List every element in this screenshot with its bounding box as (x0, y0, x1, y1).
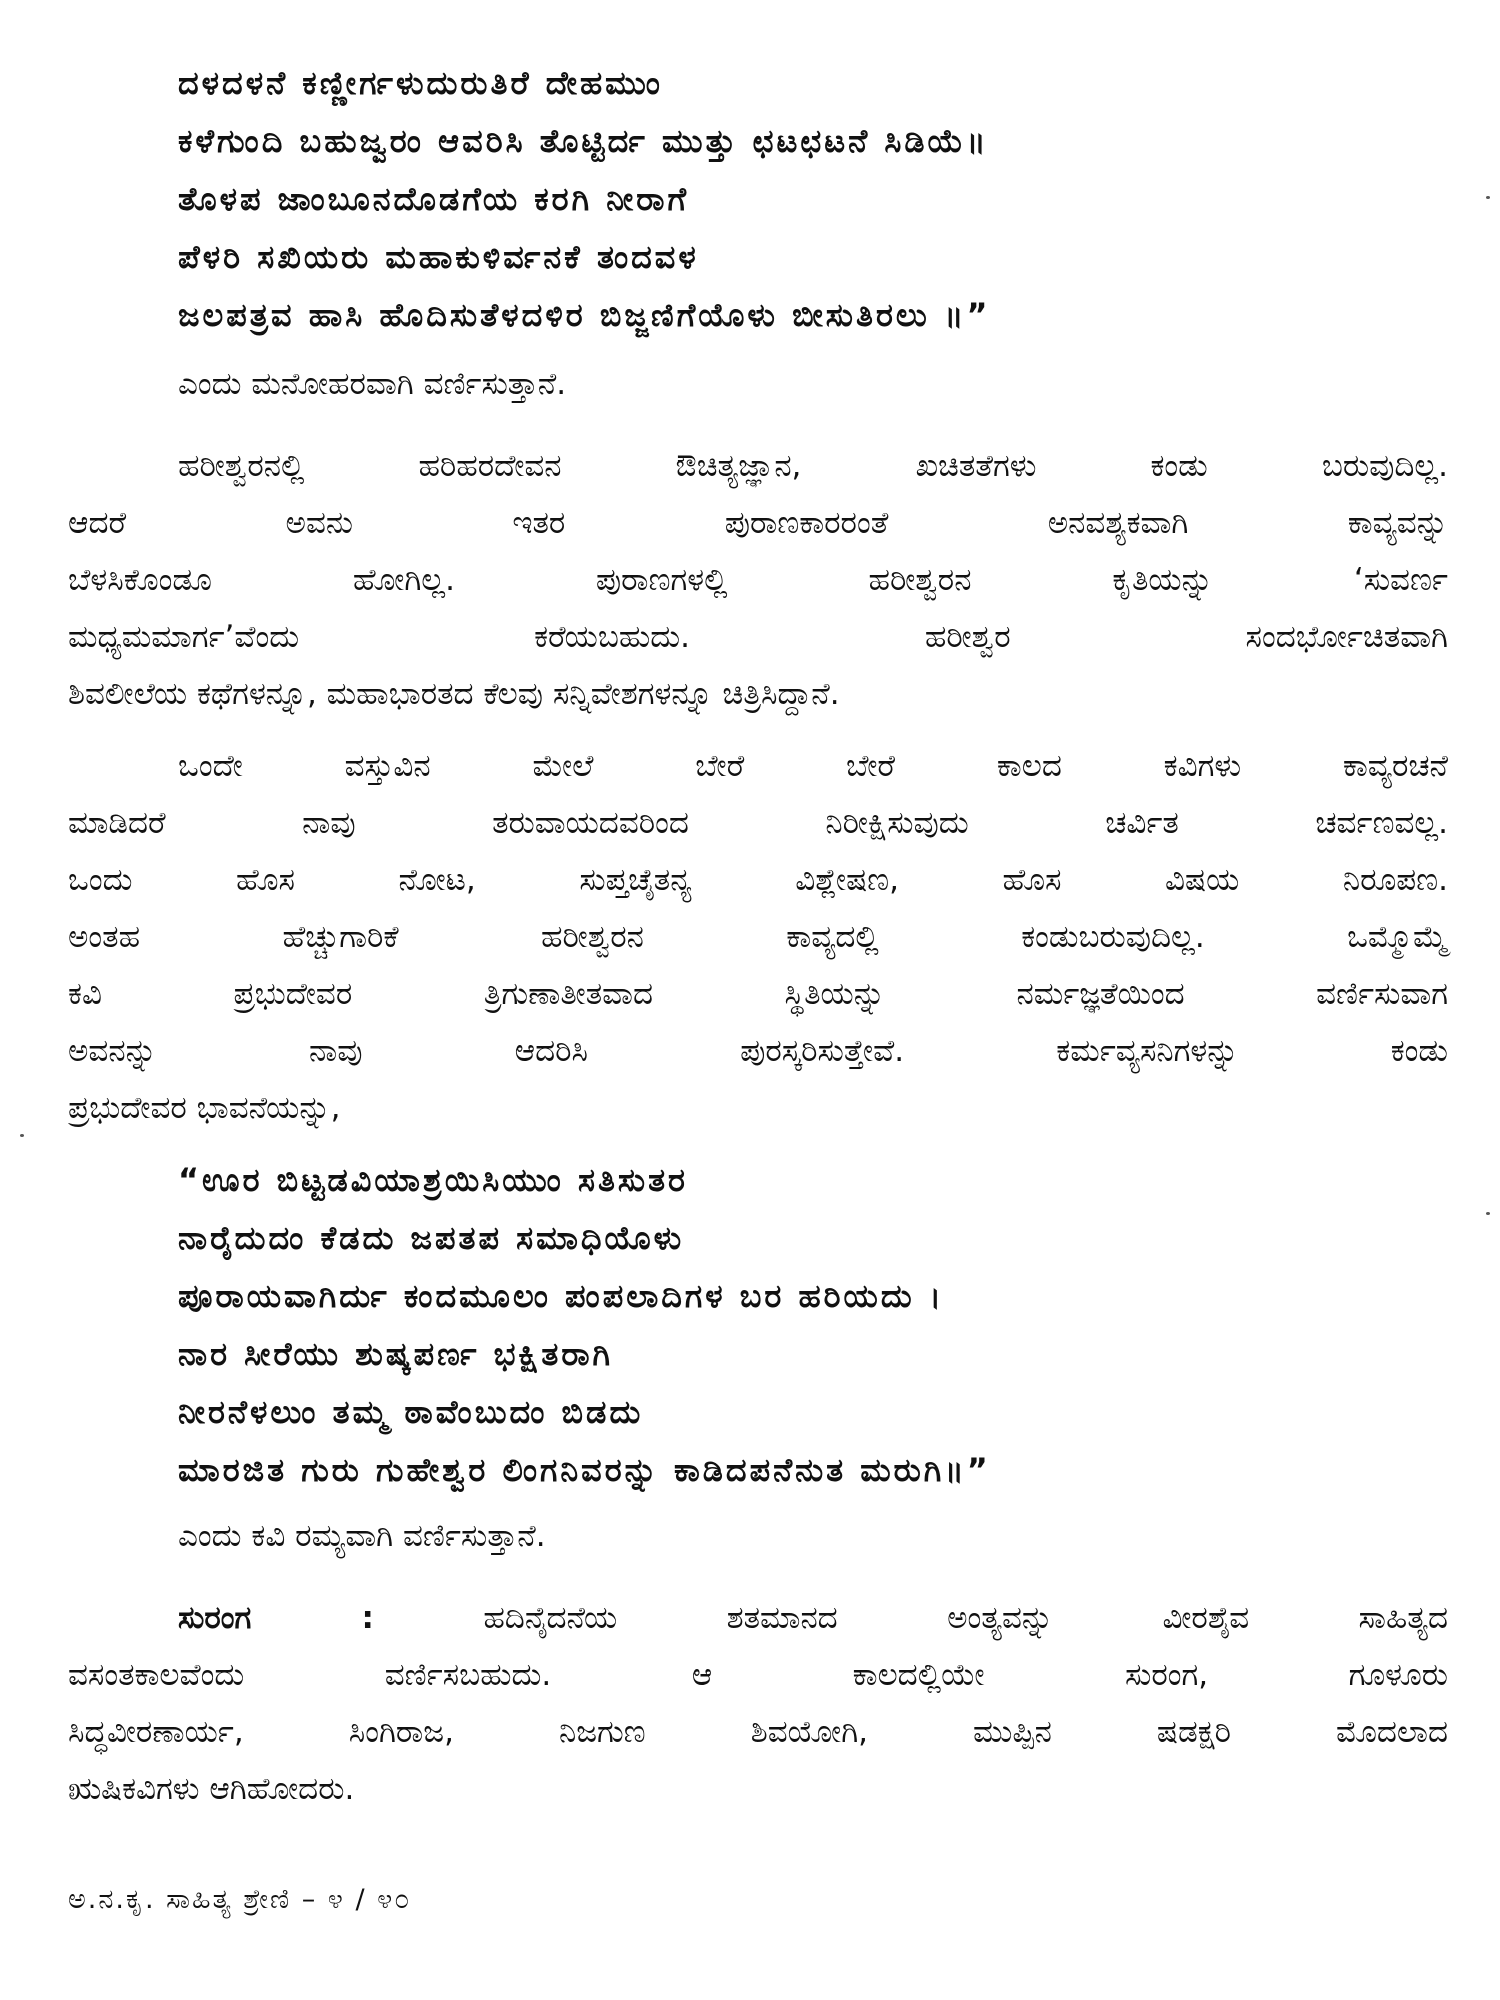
verse-block-2 (178, 1151, 991, 1499)
paragraph-line: ಅವನನ್ನು ನಾವು ಆದರಿಸಿ ಪುರಸ್ಕರಿಸುತ್ತೇವೆ. ಕರ್ಮವ್ಯಸನಿಗಳನ್ನು ಕಂಡು (68, 1033, 1448, 1069)
paragraph-line: ಬೆಳಸಿಕೊಂಡೂ ಹೋಗಿಲ್ಲ. ಪುರಾಣಗಳಲ್ಲಿ ಹರೀಶ್ವರನ ಕೃತಿಯನ್ನು ‘ಸುವರ್ಣ (68, 562, 1448, 598)
paragraph-1 (68, 438, 1448, 723)
page-footer: ಅ.ನ.ಕೃ. ಸಾಹಿತ್ಯ ಶ್ರೇಣಿ – ೪ / ೪೦ (68, 1884, 412, 1915)
verse-line: ದಳದಳನೆ ಕಣ್ಣೀರ್ಗಳುದುರುತಿರೆ ದೇಹಮುಂ (178, 64, 663, 102)
paragraph-line: ಮಧ್ಯಮಮಾರ್ಗ’ವೆಂದು ಕರೆಯಬಹುದು. ಹರೀಶ್ವರ ಸಂದರ್ಭೋಚಿತವಾಗಿ (68, 619, 1448, 655)
scan-speck (1486, 196, 1490, 199)
verse-line: ನಾರ ಸೀರೆಯು ಶುಷ್ಕಪರ್ಣ ಭಕ್ಷಿತರಾಗಿ (178, 1335, 614, 1373)
verse-1-followup: ಎಂದು ಮನೋಹರವಾಗಿ ವರ್ಣಿಸುತ್ತಾನೆ. (178, 366, 567, 402)
paragraph-line: ಆದರೆ ಅವನು ಇತರ ಪುರಾಣಕಾರರಂತೆ ಅನವಶ್ಯಕವಾಗಿ ಕಾವ್ಯವನ್ನು (68, 505, 1448, 541)
verse-line: ಜಲಪತ್ರವ ಹಾಸಿ ಹೊದಿಸುತೆಳದಳಿರ ಬಿಜ್ಜಣಿಗೆಯೊಳು ಬೀಸುತಿರಲು ॥” (178, 296, 991, 334)
paragraph-line: ಮಾಡಿದರೆ ನಾವು ತರುವಾಯದವರಿಂದ ನಿರೀಕ್ಷಿಸುವುದು ಚರ್ವಿತ ಚರ್ವಣವಲ್ಲ. (68, 805, 1448, 841)
paragraph-3 (68, 1590, 1448, 1818)
paragraph-line: ಸಿದ್ಧವೀರಣಾರ್ಯ, ಸಿಂಗಿರಾಜ, ನಿಜಗುಣ ಶಿವಯೋಗಿ, ಮುಪ್ಪಿನ ಷಡಕ್ಷರಿ ಮೊದಲಾದ (68, 1714, 1448, 1750)
verse-2-followup: ಎಂದು ಕವಿ ರಮ್ಯವಾಗಿ ವರ್ಣಿಸುತ್ತಾನೆ. (178, 1518, 546, 1554)
verse-block-1 (178, 54, 990, 344)
verse-line: ತೊಳಪ ಜಾಂಬೂನದೊಡಗೆಯ ಕರಗಿ ನೀರಾಗೆ (178, 180, 690, 218)
paragraph-line: ಒಂದು ಹೊಸ ನೋಟ, ಸುಪ್ತಚೈತನ್ಯ ವಿಶ್ಲೇಷಣ, ಹೊಸ ವಿಷಯ ನಿರೂಪಣ. (68, 862, 1448, 898)
paragraph-line: ಶಿವಲೀಲೆಯ ಕಥೆಗಳನ್ನೂ, ಮಹಾಭಾರತದ ಕೆಲವು ಸನ್ನಿವೇಶಗಳನ್ನೂ ಚಿತ್ರಿಸಿದ್ದಾನೆ. (68, 676, 840, 712)
paragraph-line: ಋಷಿಕವಿಗಳು ಆಗಿಹೋದರು. (68, 1771, 355, 1807)
paragraph-line: ಕವಿ ಪ್ರಭುದೇವರ ತ್ರಿಗುಣಾತೀತವಾದ ಸ್ಥಿತಿಯನ್ನು ನರ್ಮಜ್ಞತೆಯಿಂದ ವರ್ಣಿಸುವಾಗ (68, 976, 1448, 1012)
paragraph-line: ಒಂದೇ ವಸ್ತುವಿನ ಮೇಲೆ ಬೇರೆ ಬೇರೆ ಕಾಲದ ಕವಿಗಳು ಕಾವ್ಯರಚನೆ (178, 748, 1448, 784)
paragraph-line: ವಸಂತಕಾಲವೆಂದು ವರ್ಣಿಸಬಹುದು. ಆ ಕಾಲದಲ್ಲಿಯೇ ಸುರಂಗ, ಗೂಳೂರು (68, 1657, 1448, 1693)
paragraph-text: ಹದಿನೈದನೆಯ ಶತಮಾನದ ಅಂತ್ಯವನ್ನು ವೀರಶೈವ ಸಾಹಿತ್ಯದ (483, 1600, 1448, 1636)
verse-line: ಕಳೆಗುಂದಿ ಬಹುಜ್ವರಂ ಆವರಿಸಿ ತೊಟ್ಟಿರ್ದ ಮುತ್ತು ಛಟಛಟನೆ ಸಿಡಿಯೆ॥ (178, 122, 989, 160)
verse-line: ಮಾರಜಿತ ಗುರು ಗುಹೇಶ್ವರ ಲಿಂಗನಿವರನ್ನು ಕಾಡಿದಪನೆನುತ ಮರುಗಿ॥” (178, 1451, 991, 1489)
verse-line: ನಾರೈದುದಂ ಕೆಡದು ಜಪತಪ ಸಮಾಧಿಯೊಳು (178, 1219, 685, 1257)
paragraph-line: ಹರೀಶ್ವರನಲ್ಲಿ ಹರಿಹರದೇವನ ಔಚಿತ್ಯಜ್ಞಾನ, ಖಚಿತತೆಗಳು ಕಂಡು ಬರುವುದಿಲ್ಲ. (178, 448, 1448, 484)
verse-line: ನೀರನೆಳಲುಂ ತಮ್ಮ ಠಾವೆಂಬುದಂ ಬಿಡದು (178, 1393, 644, 1431)
verse-line: ಪೂರಾಯವಾಗಿರ್ದು ಕಂದಮೂಲಂ ಪಂಪಲಾದಿಗಳ ಬರ ಹರಿಯದು । (178, 1277, 944, 1315)
paragraph-line: ಅಂತಹ ಹೆಚ್ಚುಗಾರಿಕೆ ಹರೀಶ್ವರನ ಕಾವ್ಯದಲ್ಲಿ ಕಂಡುಬರುವುದಿಲ್ಲ. ಒಮ್ಮೊಮ್ಮೆ (68, 919, 1448, 955)
verse-line: “ಊರ ಬಿಟ್ಟಡವಿಯಾಶ್ರಯಿಸಿಯುಂ ಸತಿಸುತರ (178, 1161, 688, 1199)
paragraph-line (68, 1590, 1448, 1647)
section-heading: ಸುರಂಗ : (178, 1600, 374, 1636)
verse-line: ಪೆಳರಿ ಸಖಿಯರು ಮಹಾಕುಳಿರ್ವನಕೆ ತಂದವಳ (178, 238, 699, 276)
paragraph-line: ಪ್ರಭುದೇವರ ಭಾವನೆಯನ್ನು, (68, 1090, 341, 1126)
paragraph-2 (68, 738, 1448, 1137)
scan-speck (20, 1134, 24, 1137)
scan-speck (1486, 1212, 1490, 1215)
